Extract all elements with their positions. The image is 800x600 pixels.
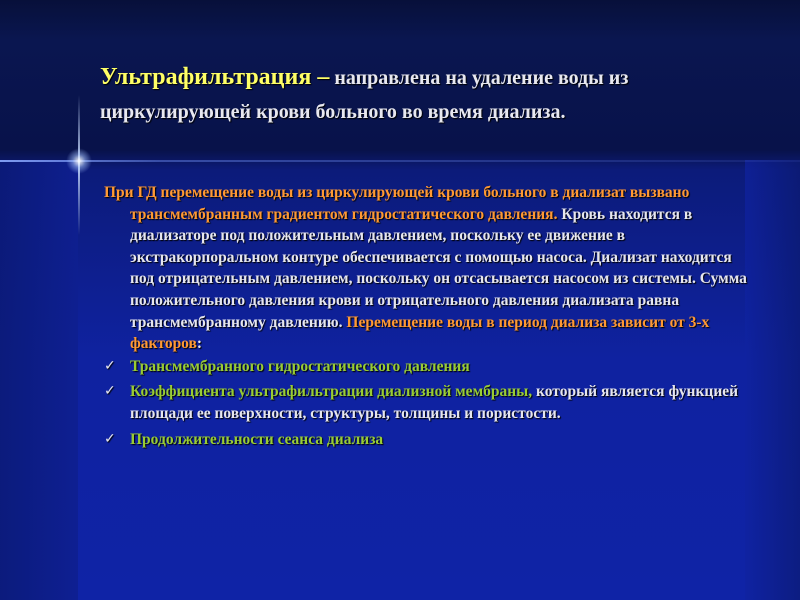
left-decor-strip [0,160,78,600]
list-item [104,429,754,451]
bullet-text: который является функцией площади ее поверхности, структуры, толщины и пористости. [130,383,739,422]
factors-list [104,356,754,450]
list-item [104,356,754,378]
title-term: Ультрафильтрация – [100,64,330,90]
title-rest: направлена на удаление воды из циркулирующей крови больного во время диализа. [100,67,629,123]
check-icon: ✓ [104,383,116,400]
header-divider [0,160,800,162]
intro-paragraph [104,182,754,355]
slide-body [104,182,754,454]
factors-highlight: Перемещение воды в период диализа зависит от 3-х факторов [130,313,710,353]
bullet-highlight: Коэффициента ультрафильтрации диализной мембраны, [130,383,533,401]
intro-text: Кровь находится в диализаторе под положительным давлением, поскольку ее движение в экстракорпоральном контуре обеспечивается с помощью насоса. Диализат находится под отрицательным давлением, поскольку он отсасывается насосом из системы. Сумма положительного давления крови и отрицательного давления диализата равна трансмембранному давлению. [130,205,747,331]
list-item [104,381,754,424]
intro-highlight: При ГД перемещение воды из циркулирующей крови больного в диализат вызвано трансмембранным градиентом гидростатического давления. [104,184,690,223]
check-icon: ✓ [104,430,116,447]
factors-colon: : [196,335,203,353]
check-icon: ✓ [104,357,116,374]
sparkle-glow [66,148,92,174]
bullet-highlight: Трансмембранного гидростатического давления [130,357,470,375]
bullet-highlight: Продолжительности сеанса диализа [130,430,384,448]
slide-title [100,60,750,129]
